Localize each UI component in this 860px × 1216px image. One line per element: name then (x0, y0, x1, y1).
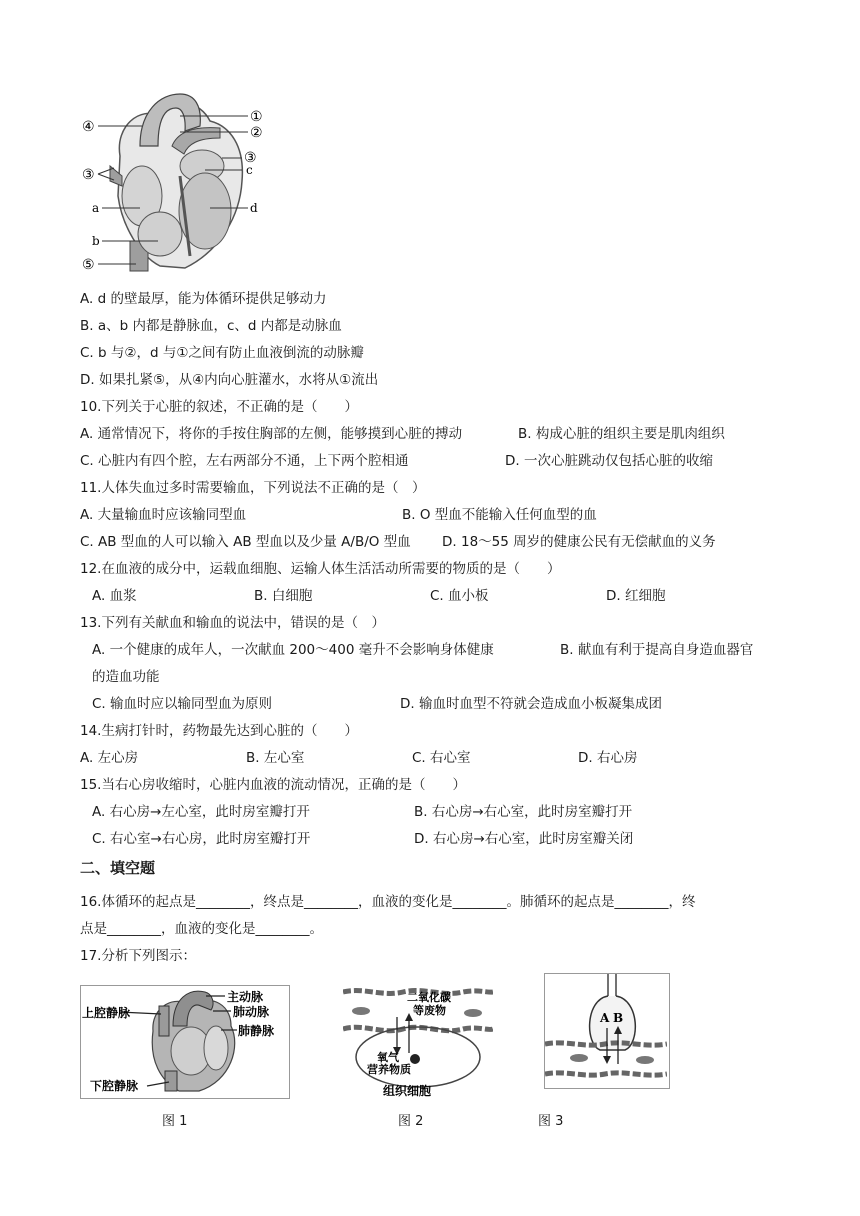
q14-option-b: B. 左心室 (246, 750, 305, 766)
q11-stem: 11.人体失血过多时需要输血，下列说法不正确的是（ ） (80, 480, 426, 496)
q11-option-a: A. 大量输血时应该输同型血 (80, 507, 247, 523)
label-3-left: ③ (82, 167, 95, 183)
figure-3-caption: 图 3 (538, 1114, 564, 1129)
label-pulmonary-artery: 肺动脉 (233, 1005, 270, 1019)
figure-1-caption: 图 1 (162, 1114, 188, 1129)
q11-option-c: C. AB 型血的人可以输入 AB 型血以及少量 A/B/O 型血 (80, 534, 411, 550)
figure-3-alveolus (544, 973, 670, 1089)
label-1: ① (250, 109, 263, 125)
label-co2: 二氧化碳 (407, 991, 451, 1004)
figure-2-caption: 图 2 (398, 1114, 424, 1129)
label-superior-vena-cava: 上腔静脉 (82, 1006, 131, 1020)
q13-option-d: D. 输血时血型不符就会造成血小板凝集成团 (400, 696, 662, 712)
q15-option-d: D. 右心房→右心室，此时房室瓣关闭 (414, 831, 634, 847)
label-5: ⑤ (82, 257, 95, 273)
q12-option-d: D. 红细胞 (606, 588, 666, 604)
label-aorta: 主动脉 (227, 990, 264, 1004)
label-a: a (92, 201, 100, 215)
q12-option-b: B. 白细胞 (254, 588, 313, 604)
label-oxygen: 氧气 (377, 1051, 399, 1064)
q14-option-c: C. 右心室 (412, 750, 471, 766)
q12-option-c: C. 血小板 (430, 588, 489, 604)
label-3-right: ③ (244, 150, 257, 166)
q9-option-d: D. 如果扎紧⑤，从④内向心脏灌水，水将从①流出 (80, 372, 379, 388)
q14-stem: 14.生病打针时，药物最先达到心脏的（ ） (80, 723, 358, 739)
q15-option-b: B. 右心房→右心室，此时房室瓣打开 (414, 804, 633, 820)
figure-1-heart (80, 985, 290, 1099)
q10-option-d: D. 一次心脏跳动仅包括心脏的收缩 (505, 453, 713, 469)
q11-option-d: D. 18～55 周岁的健康公民有无偿献血的义务 (442, 534, 716, 550)
q10-option-c: C. 心脏内有四个腔，左右两部分不通，上下两个腔相通 (80, 453, 409, 469)
q9-option-c: C. b 与②，d 与①之间有防止血液倒流的动脉瓣 (80, 345, 364, 361)
q11-option-b: B. O 型血不能输入任何血型的血 (402, 507, 597, 523)
q14-option-a: A. 左心房 (80, 750, 139, 766)
label-waste: 等废物 (413, 1004, 446, 1017)
q15-option-a: A. 右心房→左心室，此时房室瓣打开 (92, 804, 310, 820)
label-tissue-cell: 组织细胞 (383, 1084, 432, 1098)
label-nutrients: 营养物质 (367, 1063, 411, 1076)
label-pulmonary-vein: 肺静脉 (238, 1024, 275, 1038)
label-d: d (250, 201, 258, 215)
q13-option-b: B. 献血有利于提高自身造血器官 (560, 642, 754, 658)
q9-option-a: A. d 的壁最厚，能为体循环提供足够动力 (80, 291, 327, 307)
q16-line2: 点是________，血液的变化是________。 (80, 921, 323, 937)
q13-stem: 13.下列有关献血和输血的说法中，错误的是（ ） (80, 615, 385, 631)
label-inferior-vena-cava: 下腔静脉 (90, 1079, 139, 1093)
section-heading: 二、填空题 (80, 859, 156, 877)
q10-option-b: B. 构成心脏的组织主要是肌肉组织 (518, 426, 725, 442)
figure-2-tissue-exchange (343, 987, 493, 1099)
label-c: c (246, 163, 253, 177)
heart-diagram (80, 86, 270, 276)
q10-option-a: A. 通常情况下，将你的手按住胸部的左侧，能够摸到心脏的搏动 (80, 426, 463, 442)
label-b: B (613, 1011, 624, 1025)
q10-stem: 10.下列关于心脏的叙述，不正确的是（ ） (80, 399, 358, 415)
q14-option-d: D. 右心房 (578, 750, 638, 766)
label-2: ② (250, 125, 263, 141)
q9-option-b: B. a、b 内都是静脉血，c、d 内都是动脉血 (80, 318, 342, 334)
q16-line1: 16.体循环的起点是________，终点是________，血液的变化是________。肺循环的起点是________，终 (80, 894, 696, 910)
q13-option-a: A. 一个健康的成年人，一次献血 200～400 毫升不会影响身体健康 (92, 642, 494, 658)
q13-option-c: C. 输血时应以输同型血为原则 (92, 696, 273, 712)
label-4: ④ (82, 119, 95, 135)
q17-stem: 17.分析下列图示： (80, 948, 196, 964)
q13-option-b-continued: 的造血功能 (92, 669, 160, 685)
q12-option-a: A. 血浆 (92, 588, 137, 604)
label-a: A (600, 1011, 610, 1025)
label-b: b (92, 234, 100, 248)
q15-stem: 15.当右心房收缩时，心脏内血液的流动情况，正确的是（ ） (80, 777, 466, 793)
q15-option-c: C. 右心室→右心房，此时房室瓣打开 (92, 831, 311, 847)
q12-stem: 12.在血液的成分中，运载血细胞、运输人体生活活动所需要的物质的是（ ） (80, 561, 561, 577)
